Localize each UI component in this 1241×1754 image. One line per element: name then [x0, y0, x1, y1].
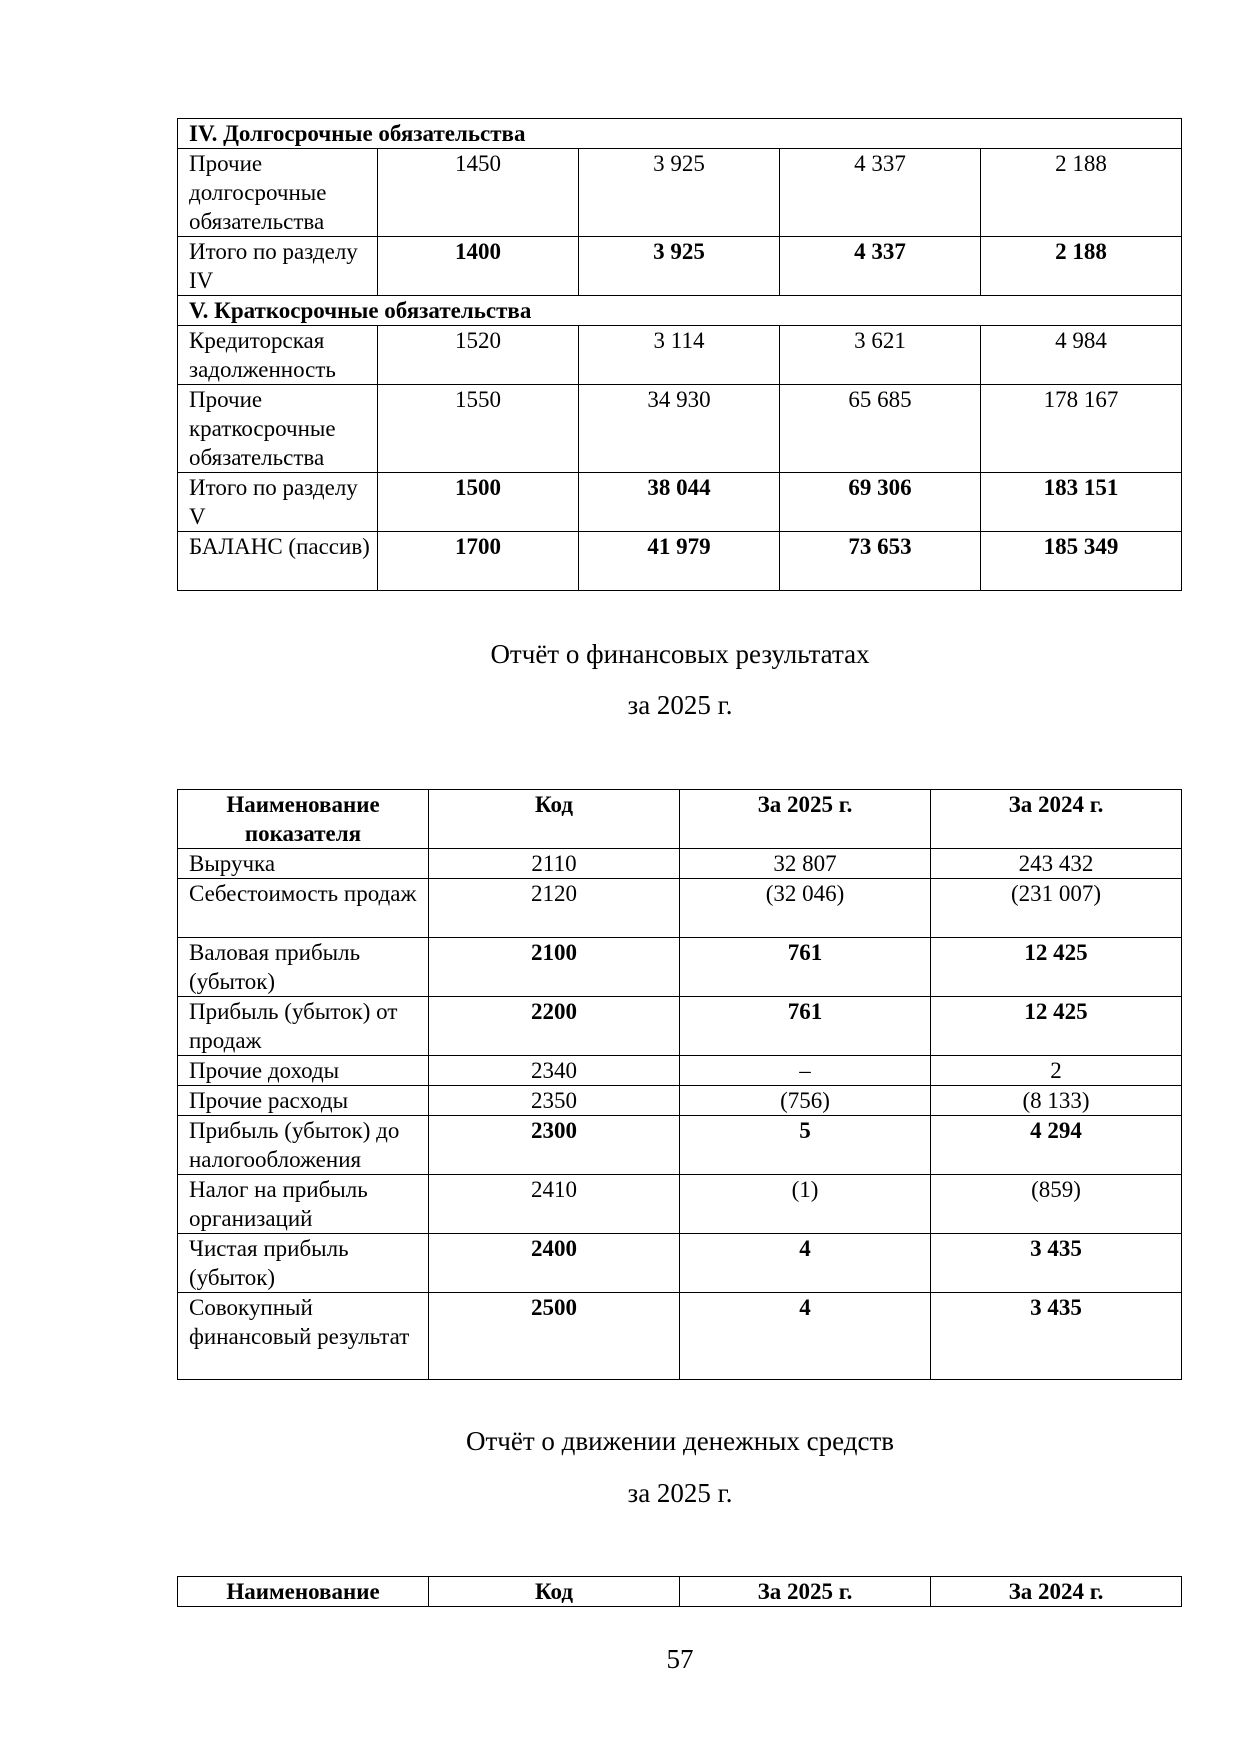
row-name: Прибыль (убыток) до налогообложения: [178, 1116, 429, 1175]
table-row: [178, 1175, 1182, 1234]
row-value-2024: (231 007): [931, 879, 1182, 938]
row-value-2024: 243 432: [931, 849, 1182, 879]
row-value: 34 930: [579, 385, 780, 473]
row-code: 1520: [378, 326, 579, 385]
row-name: Прочие долгосрочные обязательства: [178, 149, 378, 237]
column-header-2025: За 2025 г.: [680, 790, 931, 849]
row-code: 1550: [378, 385, 579, 473]
table-row: [178, 1293, 1182, 1380]
row-value-2024: 3 435: [931, 1234, 1182, 1293]
table-row: [178, 237, 1182, 296]
row-code: 2200: [429, 997, 680, 1056]
row-value: 3 114: [579, 326, 780, 385]
row-value-2025: 761: [680, 938, 931, 997]
row-value: 73 653: [780, 532, 981, 591]
section-title: IV. Долгосрочные обязательства: [178, 119, 1182, 149]
table-row: [178, 532, 1182, 591]
table-row: [178, 1056, 1182, 1086]
table-row: [178, 473, 1182, 532]
row-code: 2300: [429, 1116, 680, 1175]
row-value-2025: (1): [680, 1175, 931, 1234]
table-row: [178, 1086, 1182, 1116]
row-name: Прибыль (убыток) от продаж: [178, 997, 429, 1056]
row-value: 183 151: [981, 473, 1182, 532]
row-name: Кредиторская задолженность: [178, 326, 378, 385]
row-value: 3 621: [780, 326, 981, 385]
row-name: Валовая прибыль (убыток): [178, 938, 429, 997]
column-header-2025: За 2025 г.: [680, 1577, 931, 1607]
fin-report-title: Отчёт о финансовых результатах: [490, 639, 870, 669]
cash-flow-table: [177, 1576, 1182, 1607]
row-value: 185 349: [981, 532, 1182, 591]
column-header-name: Наименование: [178, 1577, 429, 1607]
column-header-code: Код: [429, 790, 680, 849]
row-name: Себестоимость продаж: [178, 879, 429, 938]
row-value: 178 167: [981, 385, 1182, 473]
row-name: Прочие доходы: [178, 1056, 429, 1086]
cash-report-title: Отчёт о движении денежных средств: [465, 1426, 894, 1456]
row-code: 1450: [378, 149, 579, 237]
row-value: 3 925: [579, 237, 780, 296]
table-row: [178, 326, 1182, 385]
row-code: 1700: [378, 532, 579, 591]
column-header-2024: За 2024 г.: [931, 1577, 1182, 1607]
row-value-2025: 4: [680, 1293, 931, 1380]
row-value-2025: 32 807: [680, 849, 931, 879]
table-row: [178, 149, 1182, 237]
table-row: [178, 997, 1182, 1056]
row-value: 4 984: [981, 326, 1182, 385]
row-value-2024: 3 435: [931, 1293, 1182, 1380]
row-code: 2500: [429, 1293, 680, 1380]
row-code: 2120: [429, 879, 680, 938]
balance-liabilities-table: [177, 118, 1182, 591]
header-row: [178, 790, 1182, 849]
row-value: 2 188: [981, 237, 1182, 296]
row-name: Прочие расходы: [178, 1086, 429, 1116]
row-value-2024: (8 133): [931, 1086, 1182, 1116]
row-value: 4 337: [780, 237, 981, 296]
table-row: [178, 1116, 1182, 1175]
row-value-2025: 761: [680, 997, 931, 1056]
row-value: 41 979: [579, 532, 780, 591]
header-row: [178, 1577, 1182, 1607]
row-code: 2340: [429, 1056, 680, 1086]
row-value: 69 306: [780, 473, 981, 532]
row-value-2025: 5: [680, 1116, 931, 1175]
row-value-2025: 4: [680, 1234, 931, 1293]
fin-report-period: за 2025 г.: [627, 690, 733, 720]
row-value: 65 685: [780, 385, 981, 473]
row-value: 4 337: [780, 149, 981, 237]
row-code: 1500: [378, 473, 579, 532]
row-code: 2110: [429, 849, 680, 879]
table-row: [178, 1234, 1182, 1293]
column-header-code: Код: [429, 1577, 680, 1607]
row-code: 2350: [429, 1086, 680, 1116]
section-title: V. Краткосрочные обязательства: [178, 296, 1182, 326]
row-name: Итого по разделу IV: [178, 237, 378, 296]
row-value-2024: 4 294: [931, 1116, 1182, 1175]
row-code: 2400: [429, 1234, 680, 1293]
row-value: 2 188: [981, 149, 1182, 237]
table-row: [178, 385, 1182, 473]
column-header-name: Наименование показателя: [178, 790, 429, 849]
row-name: Итого по разделу V: [178, 473, 378, 532]
row-value-2024: 12 425: [931, 997, 1182, 1056]
table-row: [178, 879, 1182, 938]
row-value-2024: 12 425: [931, 938, 1182, 997]
row-value-2024: (859): [931, 1175, 1182, 1234]
row-name: Чистая прибыль (убыток): [178, 1234, 429, 1293]
financial-results-table: [177, 789, 1182, 1380]
row-code: 2100: [429, 938, 680, 997]
row-value-2024: 2: [931, 1056, 1182, 1086]
page-number: 57: [666, 1644, 694, 1674]
table-row: [178, 849, 1182, 879]
row-value-2025: –: [680, 1056, 931, 1086]
row-name: Выручка: [178, 849, 429, 879]
row-value: 38 044: [579, 473, 780, 532]
row-name: БАЛАНС (пассив): [178, 532, 378, 591]
row-code: 2410: [429, 1175, 680, 1234]
column-header-2024: За 2024 г.: [931, 790, 1182, 849]
section-row: [178, 296, 1182, 326]
row-name: Прочие краткосрочные обязательства: [178, 385, 378, 473]
cash-report-period: за 2025 г.: [627, 1478, 733, 1508]
row-value-2025: (32 046): [680, 879, 931, 938]
row-code: 1400: [378, 237, 579, 296]
row-value-2025: (756): [680, 1086, 931, 1116]
section-row: [178, 119, 1182, 149]
row-name: Налог на прибыль организаций: [178, 1175, 429, 1234]
row-name: Совокупный финансовый результат: [178, 1293, 429, 1380]
row-value: 3 925: [579, 149, 780, 237]
table-row: [178, 938, 1182, 997]
